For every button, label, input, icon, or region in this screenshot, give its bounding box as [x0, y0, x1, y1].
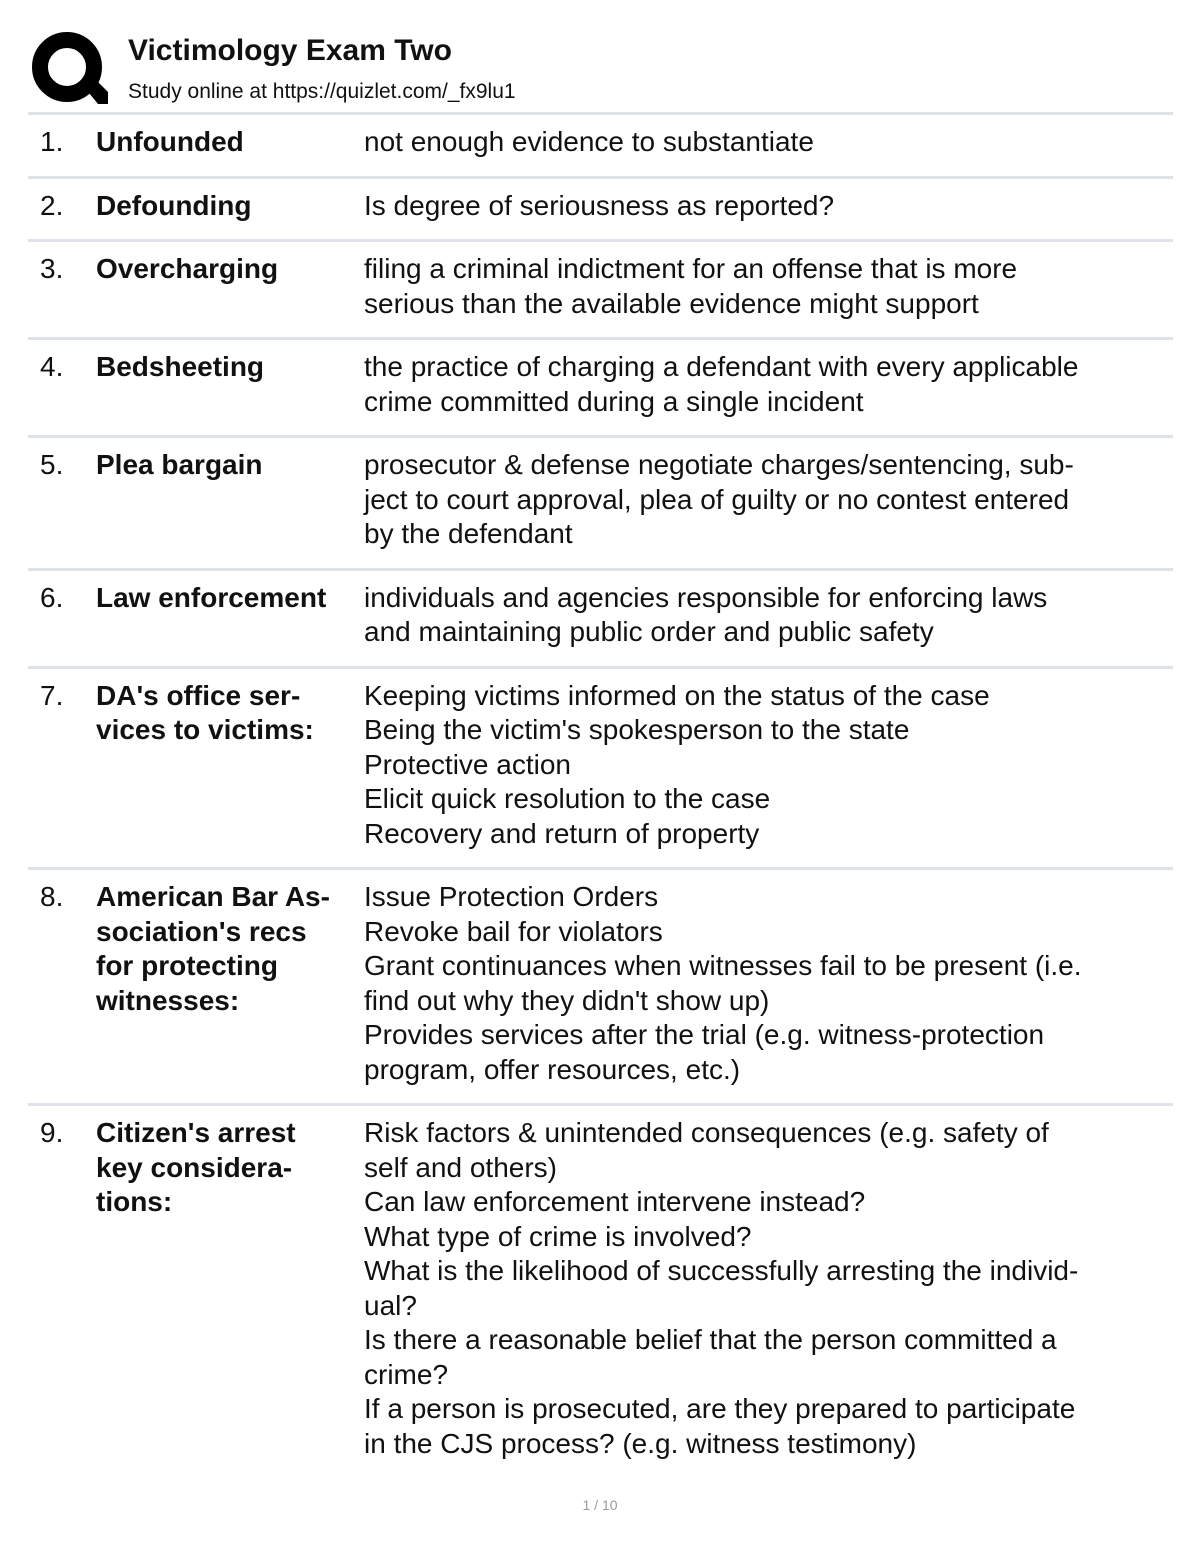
card-term: Citizen's arrest key considera- tions:: [96, 1117, 296, 1217]
card-definition: not enough evidence to substantiate: [364, 126, 814, 157]
flashcard-row: [28, 115, 1173, 176]
flashcard-row: [28, 571, 1173, 666]
card-number: 2.: [40, 189, 64, 221]
flashcard-row: [28, 179, 1173, 240]
document-title: Victimology Exam Two: [128, 34, 452, 67]
card-definition: Keeping victims informed on the status of the case Being the victim's spokesperson to the state Protective action Elicit quick resolution to the case Recovery and return of property: [364, 679, 990, 849]
card-term: Overcharging: [96, 253, 279, 284]
card-term: Bedsheeting: [96, 351, 265, 382]
card-number: 1.: [40, 126, 64, 157]
card-definition: prosecutor & defense negotiate charges/sentencing, sub- ject to court approval, plea of guilty or no contest entered by the defendant: [364, 449, 1074, 549]
card-definition: Is degree of seriousness as reported?: [364, 189, 835, 221]
card-term: Plea bargain: [96, 449, 263, 480]
card-definition: individuals and agencies responsible for enforcing laws and maintaining public order and public safety: [364, 581, 1048, 647]
card-definition: Issue Protection Orders Revoke bail for violators Grant continuances when witnesses fail to be present (i.e. find out why they didn't show up) Provides services after the trial (e.g. witness-protection program, offer resources, etc.): [364, 881, 1082, 1085]
card-number: 6.: [40, 581, 64, 613]
flashcard-row: [28, 870, 1173, 1103]
card-term: American Bar As- sociation's recs for protecting witnesses:: [96, 881, 330, 1016]
flashcard-row: [28, 340, 1173, 435]
card-term: Unfounded: [96, 126, 244, 157]
study-link-text: Study online at https://quizlet.com/_fx9lu1: [128, 80, 516, 103]
card-number: 7.: [40, 679, 64, 711]
flashcard-row: [28, 669, 1173, 868]
card-definition: Risk factors & unintended consequences (e.g. safety of self and others) Can law enforcement intervene instead? What type of crime is involved? What is the likelihood of successfully arresting the individ- ual? Is there a reasonable belief that the person committed a crime? If a person is prosecuted, are they prepared to participate in the CJS process? (e.g. witness testimony): [364, 1117, 1079, 1459]
card-definition: filing a criminal indictment for an offense that is more serious than the available evidence might support: [364, 253, 1018, 319]
card-definition: the practice of charging a defendant with every applicable crime committed during a single incident: [364, 351, 1079, 417]
flashcard-row: [28, 242, 1173, 337]
card-number: 5.: [40, 449, 64, 480]
flashcard-row: [28, 1106, 1173, 1477]
card-number: 8.: [40, 881, 64, 912]
flashcard-row: [28, 438, 1173, 568]
page-indicator: 1 / 10: [582, 1497, 618, 1513]
quizlet-logo-icon: [30, 30, 108, 108]
document-header: [30, 28, 1175, 108]
card-term: DA's office ser- vices to victims:: [96, 679, 314, 745]
card-term: Law enforcement: [96, 581, 327, 613]
card-number: 3.: [40, 253, 64, 284]
card-number: 9.: [40, 1117, 64, 1148]
card-number: 4.: [40, 351, 64, 382]
flashcard-list: [28, 112, 1173, 1477]
card-term: Defounding: [96, 189, 252, 221]
